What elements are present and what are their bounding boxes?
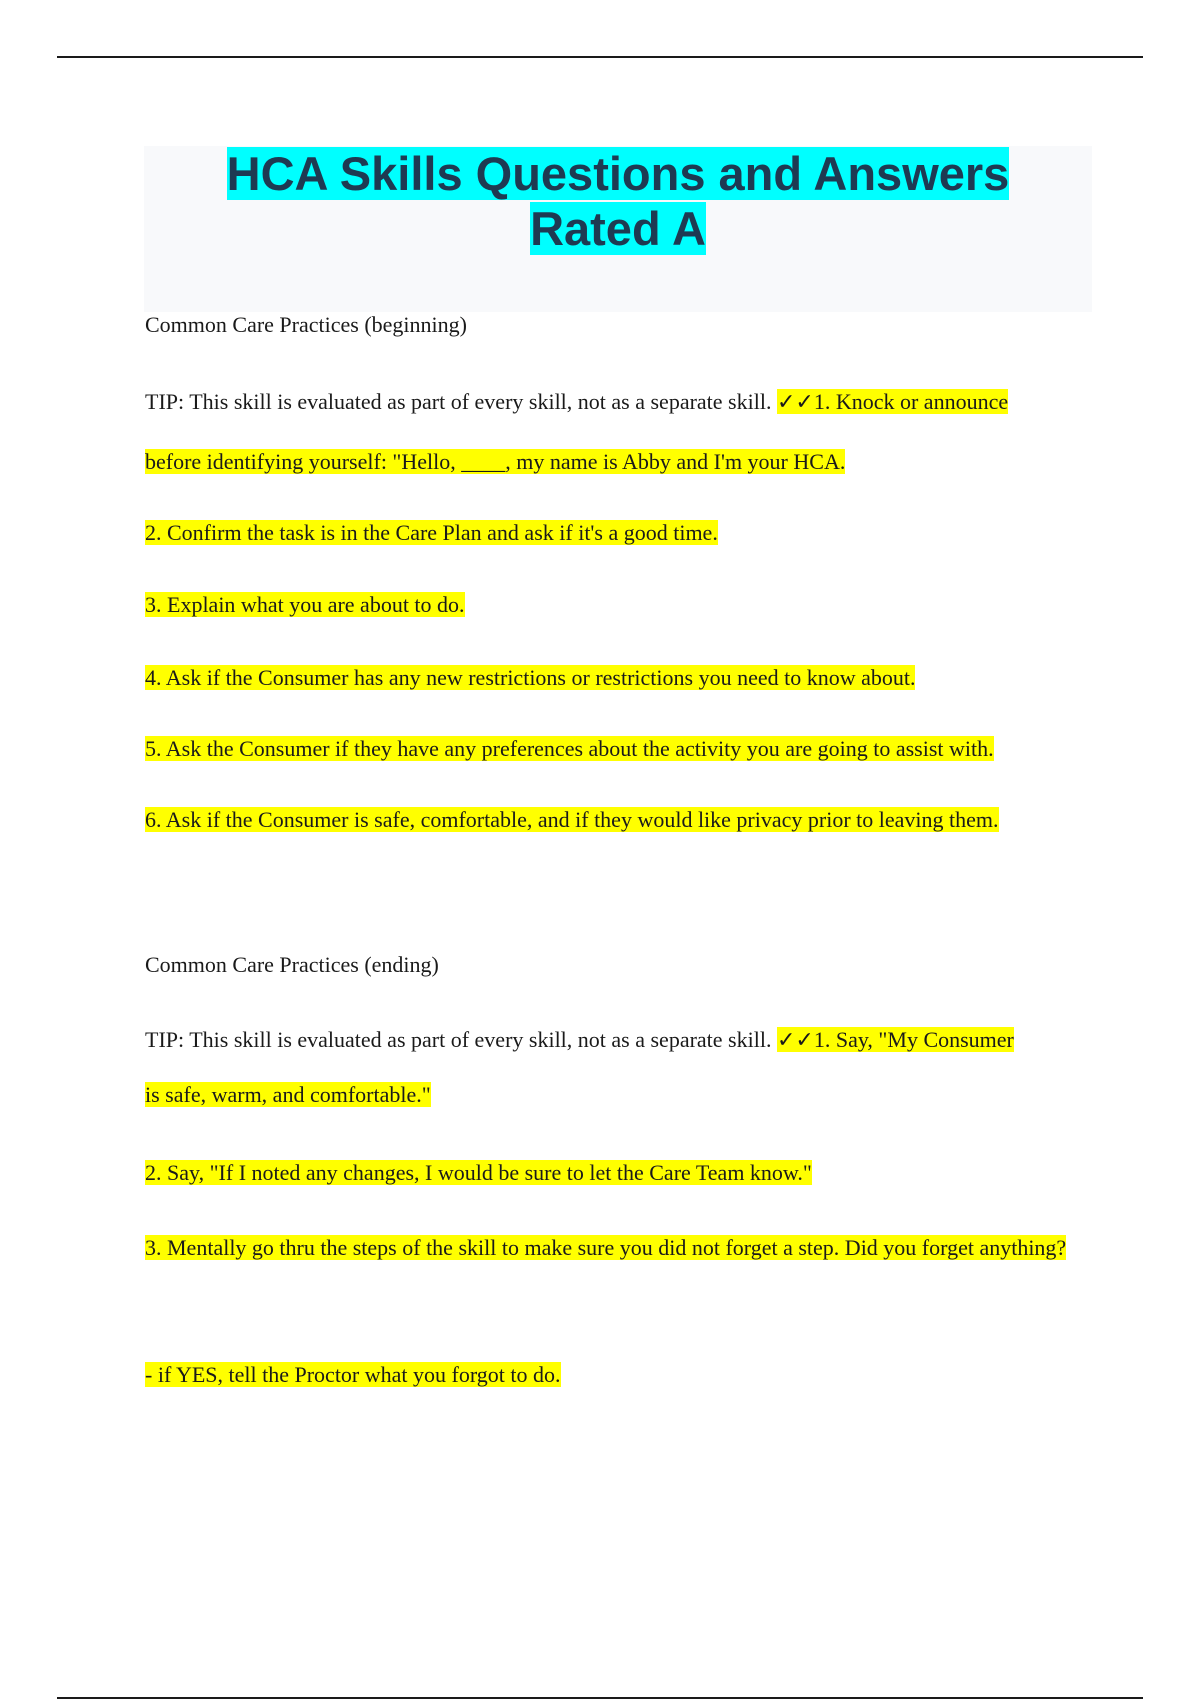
document-title	[144, 146, 1092, 256]
tip-text: TIP: This skill is evaluated as part of every skill, not as a separate skill.	[145, 1027, 772, 1052]
section-tip-ending	[145, 1012, 1025, 1122]
section-heading-ending: Common Care Practices (ending)	[145, 952, 439, 977]
check-marks: ✓✓	[776, 1027, 814, 1052]
check-marks: ✓✓	[776, 389, 814, 414]
bottom-rule	[57, 1697, 1143, 1699]
step-item: 1. Say, "My Consumer is safe, warm, and comfortable."	[145, 1027, 1014, 1107]
step-item: 3. Explain what you are about to do.	[145, 592, 465, 617]
step-item: 2. Say, "If I noted any changes, I would be sure to let the Care Team know."	[145, 1160, 812, 1185]
step-item: 1. Knock or announce before identifying yourself: "Hello, ____, my name is Abby and I'm your HCA.	[145, 389, 1009, 474]
step-item: - if YES, tell the Proctor what you forgot to do.	[145, 1362, 561, 1387]
top-rule	[57, 56, 1143, 58]
step-item: 5. Ask the Consumer if they have any preferences about the activity you are going to assist with.	[145, 736, 994, 761]
step-item: 2. Confirm the task is in the Care Plan and ask if it's a good time.	[145, 520, 718, 545]
section-tip-beginning	[145, 372, 1025, 492]
section-heading-beginning: Common Care Practices (beginning)	[145, 312, 467, 337]
step-item: 3. Mentally go thru the steps of the skill to make sure you did not forget a step. Did you forget anything?	[145, 1235, 1067, 1260]
step-item: 6. Ask if the Consumer is safe, comfortable, and if they would like privacy prior to leaving them.	[145, 807, 999, 832]
tip-text: TIP: This skill is evaluated as part of every skill, not as a separate skill.	[145, 389, 772, 414]
title-line-2: Rated A	[530, 202, 706, 255]
title-line-1: HCA Skills Questions and Answers	[226, 147, 1010, 200]
title-block	[144, 146, 1092, 312]
step-item: 4. Ask if the Consumer has any new restrictions or restrictions you need to know about.	[145, 665, 916, 690]
